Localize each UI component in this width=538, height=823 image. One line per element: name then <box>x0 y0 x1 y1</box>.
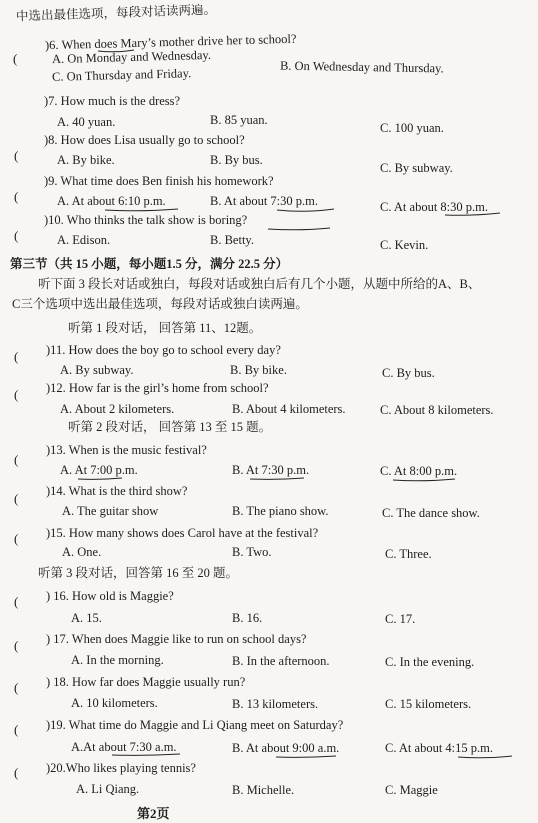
q14-option-c: C. The dance show. <box>382 506 480 520</box>
section3-intro-line2: C三个选项中选出最佳选项，每段对话或独白读两遍。 <box>12 297 308 311</box>
answer-paren: ( <box>14 594 19 609</box>
question-19: )19. What time do Maggie and Li Qiang meet on Saturday? <box>46 718 344 732</box>
answer-paren: ( <box>14 531 19 546</box>
answer-paren: ( <box>14 638 19 653</box>
q6-option-c: C. On Thursday and Friday. <box>51 66 192 84</box>
q10-option-b: B. Betty. <box>210 233 254 247</box>
q18-option-c: C. 15 kilometers. <box>385 697 472 711</box>
section-header: 中选出最佳选项，每段对话读两遍。 <box>15 2 217 24</box>
page-number: 第2页 <box>137 806 170 821</box>
question-6: )6. When does Mary’s mother drive her to school? <box>44 31 297 53</box>
answer-paren: ( <box>14 491 19 506</box>
q17-option-c: C. In the evening. <box>385 655 475 669</box>
answer-paren: ( <box>14 765 19 780</box>
section3-intro-line1: 听下面 3 段长对话或独白，每段对话或独白后有几个小题，从题中所给的A、B、 <box>38 277 481 291</box>
answer-paren: ( <box>14 452 19 467</box>
answer-paren: ( <box>14 228 19 243</box>
q8-option-a: A. By bike. <box>57 153 115 167</box>
q20-option-b: B. Michelle. <box>232 783 295 797</box>
question-16: ) 16. How old is Maggie? <box>46 589 174 603</box>
q16-option-b: B. 16. <box>232 611 263 625</box>
q17-option-a: A. In the morning. <box>71 653 164 667</box>
question-10: )10. Who thinks the talk show is boring? <box>44 213 248 227</box>
q9-option-b: B. At about 7:30 p.m. <box>210 194 318 208</box>
dialog2-instruction: 听第 2 段对话， 回答第 13 至 15 题。 <box>68 420 272 434</box>
question-14: )14. What is the third show? <box>46 484 188 498</box>
question-8: )8. How does Lisa usually go to school? <box>44 133 245 147</box>
question-12: )12. How far is the girl’s home from school? <box>46 381 269 395</box>
q13-option-a: A. At 7:00 p.m. <box>60 463 138 477</box>
question-15: )15. How many shows does Carol have at the festival? <box>46 526 319 540</box>
question-17: ) 17. When does Maggie like to run on school days? <box>46 632 307 646</box>
q11-option-c: C. By bus. <box>382 366 435 380</box>
dialog3-instruction: 听第 3 段对话，回答第 16 至 20 题。 <box>38 566 239 580</box>
q16-option-a: A. 15. <box>71 611 102 625</box>
q10-option-c: C. Kevin. <box>380 238 429 252</box>
answer-paren: ( <box>13 51 18 66</box>
question-20: )20.Who likes playing tennis? <box>46 761 196 775</box>
q13-option-b: B. At 7:30 p.m. <box>232 463 310 477</box>
question-7: )7. How much is the dress? <box>44 94 181 108</box>
q19-option-b: B. At about 9:00 a.m. <box>232 741 340 755</box>
q7-option-b: B. 85 yuan. <box>210 113 268 127</box>
answer-paren: ( <box>14 387 19 402</box>
q20-option-a: A. Li Qiang. <box>76 782 140 796</box>
q15-option-a: A. One. <box>62 545 102 559</box>
question-18: ) 18. How far does Maggie usually run? <box>46 675 246 689</box>
q8-option-b: B. By bus. <box>210 153 263 167</box>
question-9: )9. What time does Ben finish his homework? <box>44 174 274 188</box>
answer-paren: ( <box>14 722 19 737</box>
q12-option-a: A. About 2 kilometers. <box>60 402 175 416</box>
q7-option-a: A. 40 yuan. <box>57 115 116 129</box>
question-11: )11. How does the boy go to school every day? <box>46 343 281 357</box>
answer-paren: ( <box>14 148 19 163</box>
q6-option-a: A. On Monday and Wednesday. <box>51 47 212 67</box>
q12-option-c: C. About 8 kilometers. <box>380 403 494 417</box>
dialog1-instruction: 听第 1 段对话， 回答第 11、12题。 <box>68 321 262 335</box>
q13-option-c: C. At 8:00 p.m. <box>380 464 458 478</box>
q16-option-c: C. 17. <box>385 612 416 626</box>
q14-option-a: A. The guitar show <box>62 504 159 518</box>
q20-option-c: C. Maggie <box>385 783 438 797</box>
q15-option-c: C. Three. <box>385 547 432 561</box>
q9-option-c: C. At about 8:30 p.m. <box>380 200 488 214</box>
q6-option-b: B. On Wednesday and Thursday. <box>279 58 444 76</box>
q19-option-c: C. At about 4:15 p.m. <box>385 741 493 755</box>
q19-option-a: A.At about 7:30 a.m. <box>71 740 177 754</box>
q11-option-b: B. By bike. <box>230 363 287 377</box>
question-13: )13. When is the music festival? <box>46 443 207 457</box>
section3-title: 第三节（共 15 小题，每小题1.5 分，满分 22.5 分） <box>10 257 289 271</box>
q7-option-c: C. 100 yuan. <box>380 121 444 135</box>
answer-paren: ( <box>14 189 19 204</box>
q18-option-b: B. 13 kilometers. <box>232 697 319 711</box>
answer-paren: ( <box>14 349 19 364</box>
q9-option-a: A. At about 6:10 p.m. <box>57 194 166 208</box>
q15-option-b: B. Two. <box>232 545 272 559</box>
q18-option-a: A. 10 kilometers. <box>71 696 158 710</box>
q17-option-b: B. In the afternoon. <box>232 654 330 668</box>
q14-option-b: B. The piano show. <box>232 504 329 518</box>
q12-option-b: B. About 4 kilometers. <box>232 402 346 416</box>
q11-option-a: A. By subway. <box>60 363 134 377</box>
q10-option-a: A. Edison. <box>57 233 111 247</box>
answer-paren: ( <box>14 680 19 695</box>
q8-option-c: C. By subway. <box>380 161 453 175</box>
